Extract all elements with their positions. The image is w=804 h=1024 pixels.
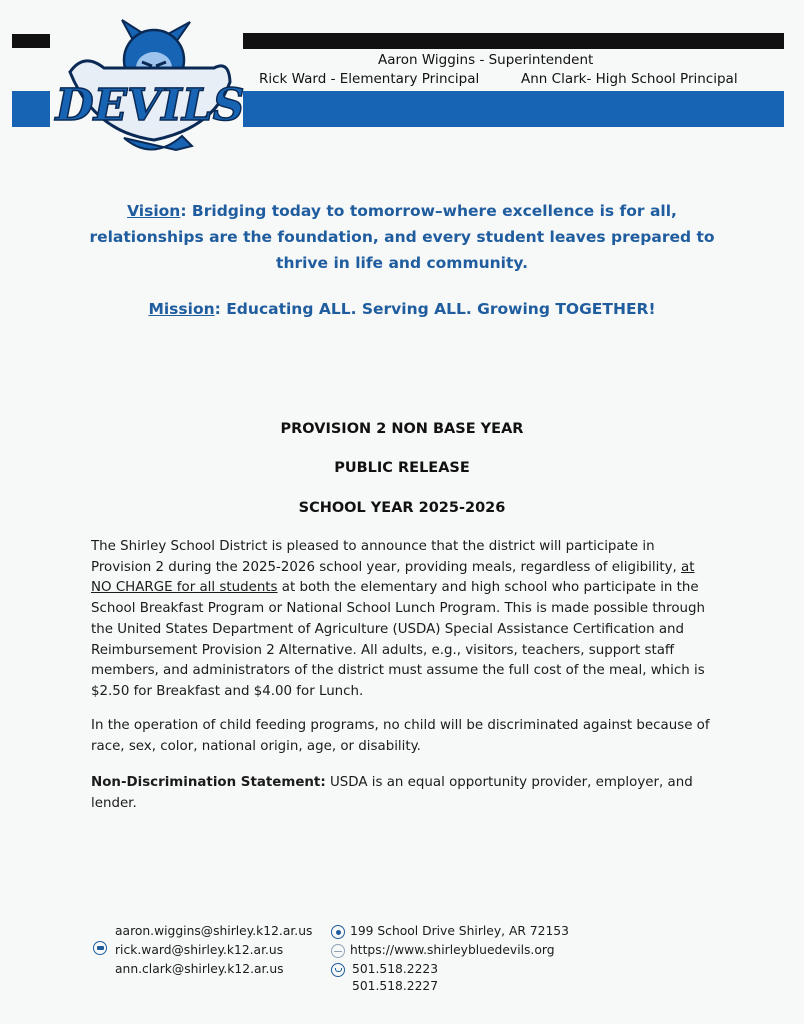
phone-icon xyxy=(331,963,345,977)
mission-statement xyxy=(80,296,724,322)
phone-2: 501.518.2227 xyxy=(352,979,439,993)
email-high-school: ann.clark@shirley.k12.ar.us xyxy=(115,962,284,976)
email-elementary: rick.ward@shirley.k12.ar.us xyxy=(115,943,284,957)
superintendent-name: Aaron Wiggins - Superintendent xyxy=(378,52,594,68)
devils-logo xyxy=(55,12,245,162)
announcement-paragraph xyxy=(91,537,717,703)
website: https://www.shirleybluedevils.org xyxy=(350,943,555,957)
mission-label: Mission xyxy=(148,300,215,318)
statement-text: USDA is an equal opportunity provider, employer, and lender. xyxy=(91,775,693,811)
heading-provision: PROVISION 2 NON BASE YEAR xyxy=(280,421,524,437)
heading-school-year: SCHOOL YEAR 2025-2026 xyxy=(298,500,506,516)
header-right-blue-bar xyxy=(243,91,784,127)
statement-label: Non-Discrimination Statement: xyxy=(91,775,326,790)
header-right-black-bar xyxy=(243,33,784,49)
svg-text:DEVILS: DEVILS xyxy=(55,80,245,131)
no-charge-text: at NO CHARGE for all students xyxy=(91,559,695,596)
non-discrimination-paragraph: In the operation of child feeding programs, no child will be discriminated against because of race, sex, color, national origin, age, or disability. xyxy=(91,718,710,754)
email-superintendent: aaron.wiggins@shirley.k12.ar.us xyxy=(115,924,313,938)
high-school-principal-name: Ann Clark- High School Principal xyxy=(521,71,738,87)
phone-1: 501.518.2223 xyxy=(352,962,439,976)
announcement-text-start: The Shirley School District is pleased to announce that the district will participate in Provision 2 during the 2025-2026 school year, providing meals, regardless of eligibility, xyxy=(91,539,682,575)
announcement-text-end: at both the elementary and high school who participate in the School Breakfast Program or National School Lunch Program. This is made possible through the United States Department of Agriculture (USDA) Special Assistance Certification and Reimbursement Provision 2 Alternative. All adults, e.g., visitors, teachers, support staff members, and administrators of the district must assume the full cost of the meal, which is $2.50 for Breakfast and $4.00 for Lunch. xyxy=(91,580,706,699)
header-left-blue-bar xyxy=(12,91,50,127)
header-left-black-bar xyxy=(12,34,50,48)
elementary-principal-name: Rick Ward - Elementary Principal xyxy=(259,71,480,87)
vision-statement xyxy=(80,198,724,276)
heading-public-release: PUBLIC RELEASE xyxy=(334,460,470,476)
email-icon xyxy=(93,941,107,955)
globe-icon xyxy=(331,944,345,958)
vision-label: Vision xyxy=(127,202,181,220)
location-icon xyxy=(331,925,345,939)
address: 199 School Drive Shirley, AR 72153 xyxy=(350,924,569,938)
mission-text: : Educating ALL. Serving ALL. Growing TOGETHER! xyxy=(214,300,656,318)
usda-statement xyxy=(91,773,717,814)
vision-text: : Bridging today to tomorrow–where excellence is for all, relationships are the foundation, and every student leaves prepared to thrive in life and community. xyxy=(89,202,715,272)
